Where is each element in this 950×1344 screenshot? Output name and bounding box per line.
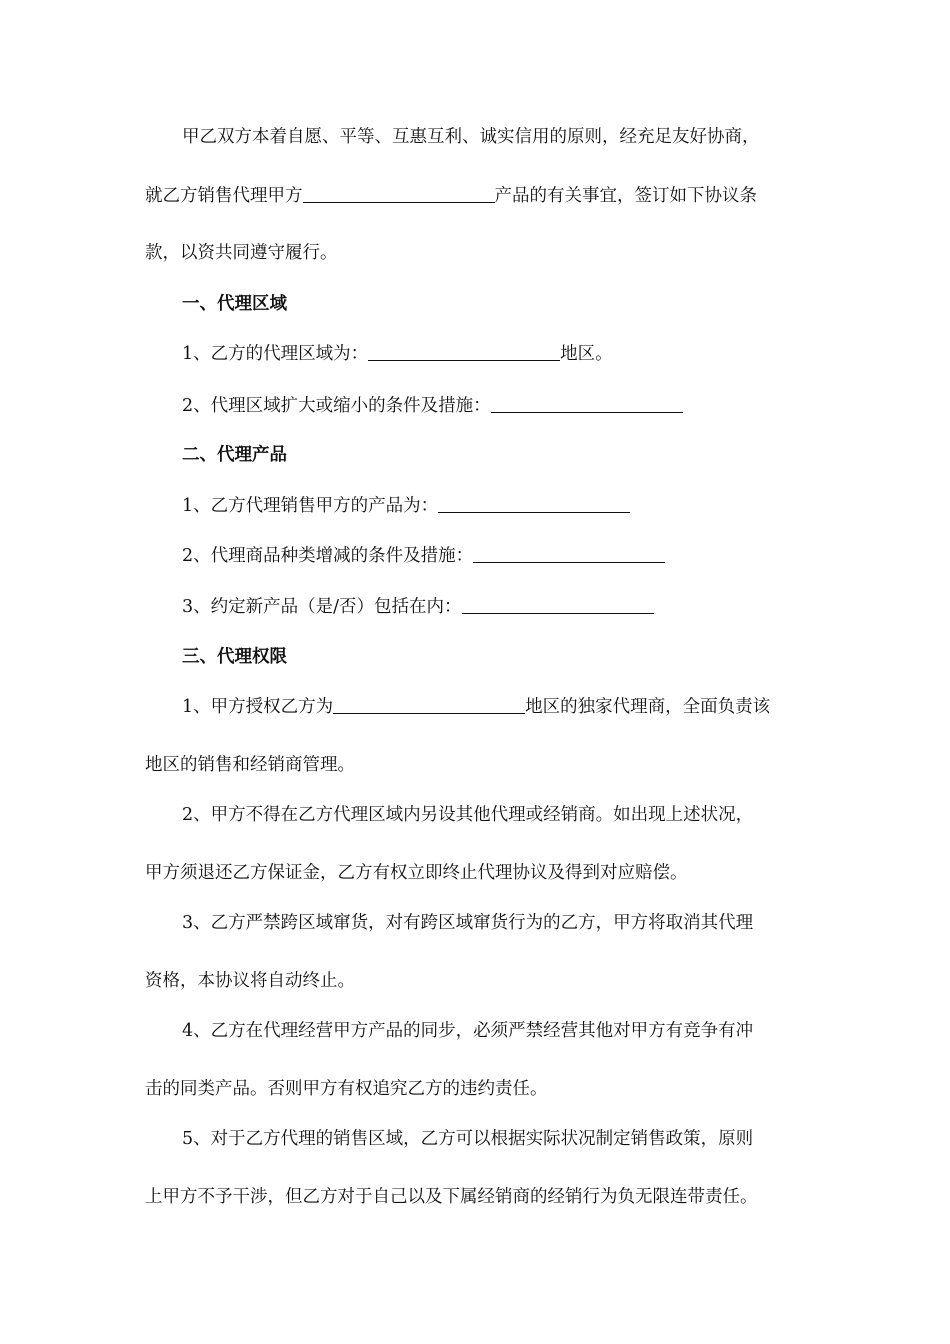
product-change-blank-field[interactable] — [473, 544, 665, 563]
intro-text: 就乙方销售代理甲方 — [145, 186, 303, 206]
item-text: 地区的独家代理商，全面负责该 — [525, 697, 771, 717]
authority-item-1-line-2 — [145, 753, 355, 777]
authority-item-4-line-1 — [182, 1019, 753, 1043]
region-item-1 — [182, 342, 613, 366]
intro-text: 甲乙双方本着自愿、平等、互惠互利、诚实信用的原则，经充足友好协商， — [182, 127, 760, 147]
region-change-blank-field[interactable] — [491, 394, 683, 413]
item-text: 3、乙方严禁跨区域窜货，对有跨区域窜货行为的乙方，甲方将取消其代理 — [182, 913, 754, 933]
item-text: 5、对于乙方代理的销售区域，乙方可以根据实际状况制定销售政策，原则 — [182, 1129, 754, 1149]
item-text: 甲方须退还乙方保证金，乙方有权立即终止代理协议及得到对应赔偿。 — [145, 863, 688, 883]
region-blank-field[interactable] — [368, 342, 560, 361]
item-text: 击的同类产品。否则甲方有权追究乙方的违约责任。 — [145, 1079, 548, 1099]
item-text: 2、代理商品种类增减的条件及措施： — [182, 546, 474, 566]
product-list-blank-field[interactable] — [438, 494, 630, 513]
intro-paragraph-line-1 — [182, 125, 760, 149]
section-heading-text: 三、代理权限 — [182, 647, 287, 667]
section-heading-region — [182, 292, 287, 316]
authority-item-5-line-1 — [182, 1127, 753, 1151]
section-heading-products — [182, 443, 287, 467]
authority-item-1-line-1 — [182, 695, 770, 719]
new-product-blank-field[interactable] — [462, 595, 654, 614]
region-item-2 — [182, 394, 683, 418]
exclusive-region-blank-field[interactable] — [333, 695, 525, 714]
item-text: 地区的销售和经销商管理。 — [145, 755, 355, 775]
item-text: 地区。 — [560, 344, 613, 364]
product-blank-field[interactable] — [303, 184, 495, 203]
item-text: 2、甲方不得在乙方代理区域内另设其他代理或经销商。如出现上述状况， — [182, 805, 754, 825]
product-item-1 — [182, 494, 630, 518]
item-text: 1、乙方的代理区域为： — [182, 344, 369, 364]
authority-item-2-line-1 — [182, 803, 753, 827]
product-item-2 — [182, 544, 665, 568]
section-heading-text: 一、代理区域 — [182, 294, 287, 314]
item-text: 资格，本协议将自动终止。 — [145, 971, 355, 991]
item-text: 3、约定新产品（是/否）包括在内： — [182, 597, 462, 617]
section-heading-authority — [182, 645, 287, 669]
intro-paragraph-line-2 — [145, 184, 757, 208]
intro-paragraph-line-3 — [145, 241, 338, 265]
authority-item-5-line-2 — [145, 1185, 758, 1209]
authority-item-3-line-2 — [145, 969, 355, 993]
item-text: 1、乙方代理销售甲方的产品为： — [182, 496, 439, 516]
authority-item-2-line-2 — [145, 861, 688, 885]
authority-item-4-line-2 — [145, 1077, 548, 1101]
item-text: 2、代理区域扩大或缩小的条件及措施： — [182, 396, 491, 416]
section-heading-text: 二、代理产品 — [182, 445, 287, 465]
intro-text: 款，以资共同遵守履行。 — [145, 243, 338, 263]
item-text: 上甲方不予干涉，但乙方对于自己以及下属经销商的经销行为负无限连带责任。 — [145, 1187, 758, 1207]
product-item-3 — [182, 595, 654, 619]
item-text: 4、乙方在代理经营甲方产品的同步，必须严禁经营其他对甲方有竞争有冲 — [182, 1021, 754, 1041]
item-text: 1、甲方授权乙方为 — [182, 697, 334, 717]
authority-item-3-line-1 — [182, 911, 753, 935]
intro-text: 产品的有关事宜，签订如下协议条 — [494, 186, 757, 206]
